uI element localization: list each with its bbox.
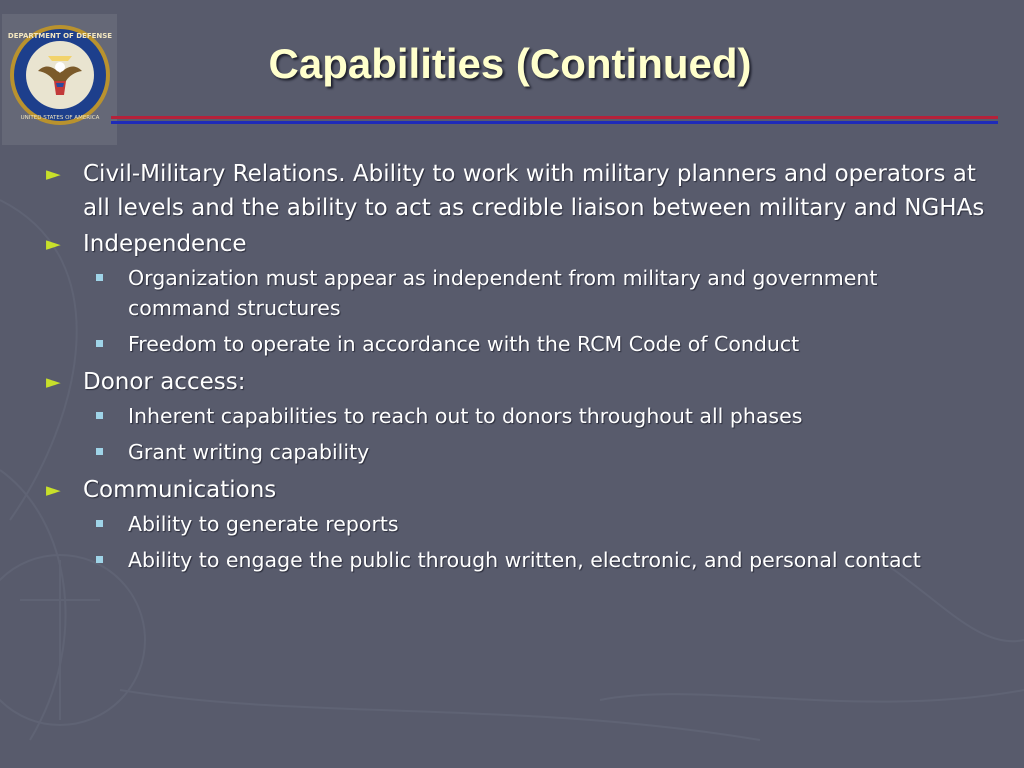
sub-bullet-item bbox=[46, 263, 986, 323]
title-rule-blue bbox=[111, 121, 998, 124]
arrow-bullet-icon: ► bbox=[46, 233, 61, 255]
seal-bottom-text: UNITED STATES OF AMERICA bbox=[20, 115, 100, 121]
sub-bullet-text: Ability to engage the public through written, electronic, and personal contact bbox=[128, 548, 921, 572]
arrow-bullet-icon: ► bbox=[46, 371, 61, 393]
square-bullet-icon bbox=[96, 556, 103, 563]
title-rule-red bbox=[111, 116, 998, 119]
sub-bullet-item bbox=[46, 437, 986, 467]
seal-top-text: DEPARTMENT OF DEFENSE bbox=[8, 32, 112, 40]
arrow-bullet-icon: ► bbox=[46, 479, 61, 501]
sub-bullet-text: Organization must appear as independent from military and government command structures bbox=[128, 266, 878, 320]
bullet-item bbox=[46, 157, 986, 225]
bullet-text: Independence bbox=[83, 231, 247, 257]
bullet-text: Civil-Military Relations. Ability to work with military planners and operators at all levels and the ability to act as credible liaison between military and NGHAs bbox=[83, 161, 985, 221]
square-bullet-icon bbox=[96, 412, 103, 419]
sub-bullet-text: Freedom to operate in accordance with the RCM Code of Conduct bbox=[128, 332, 800, 356]
sub-bullet-item bbox=[46, 401, 986, 431]
sub-bullet-item bbox=[46, 509, 986, 539]
arrow-bullet-icon: ► bbox=[46, 163, 61, 185]
sub-bullet-text: Grant writing capability bbox=[128, 440, 370, 464]
bullet-item bbox=[46, 365, 986, 399]
sub-bullet-text: Ability to generate reports bbox=[128, 512, 399, 536]
square-bullet-icon bbox=[96, 520, 103, 527]
bullet-text: Donor access: bbox=[83, 369, 246, 395]
square-bullet-icon bbox=[96, 274, 103, 281]
sub-bullet-text: Inherent capabilities to reach out to donors throughout all phases bbox=[128, 404, 803, 428]
department-of-defense-seal-icon bbox=[8, 23, 112, 127]
square-bullet-icon bbox=[96, 448, 103, 455]
square-bullet-icon bbox=[96, 340, 103, 347]
slide-title: Capabilities (Continued) bbox=[268, 40, 752, 87]
sub-bullet-item bbox=[46, 545, 986, 575]
bullet-list bbox=[46, 157, 986, 581]
bullet-text: Communications bbox=[83, 477, 277, 503]
bullet-item bbox=[46, 227, 986, 261]
bullet-item bbox=[46, 473, 986, 507]
sub-bullet-item bbox=[46, 329, 986, 359]
